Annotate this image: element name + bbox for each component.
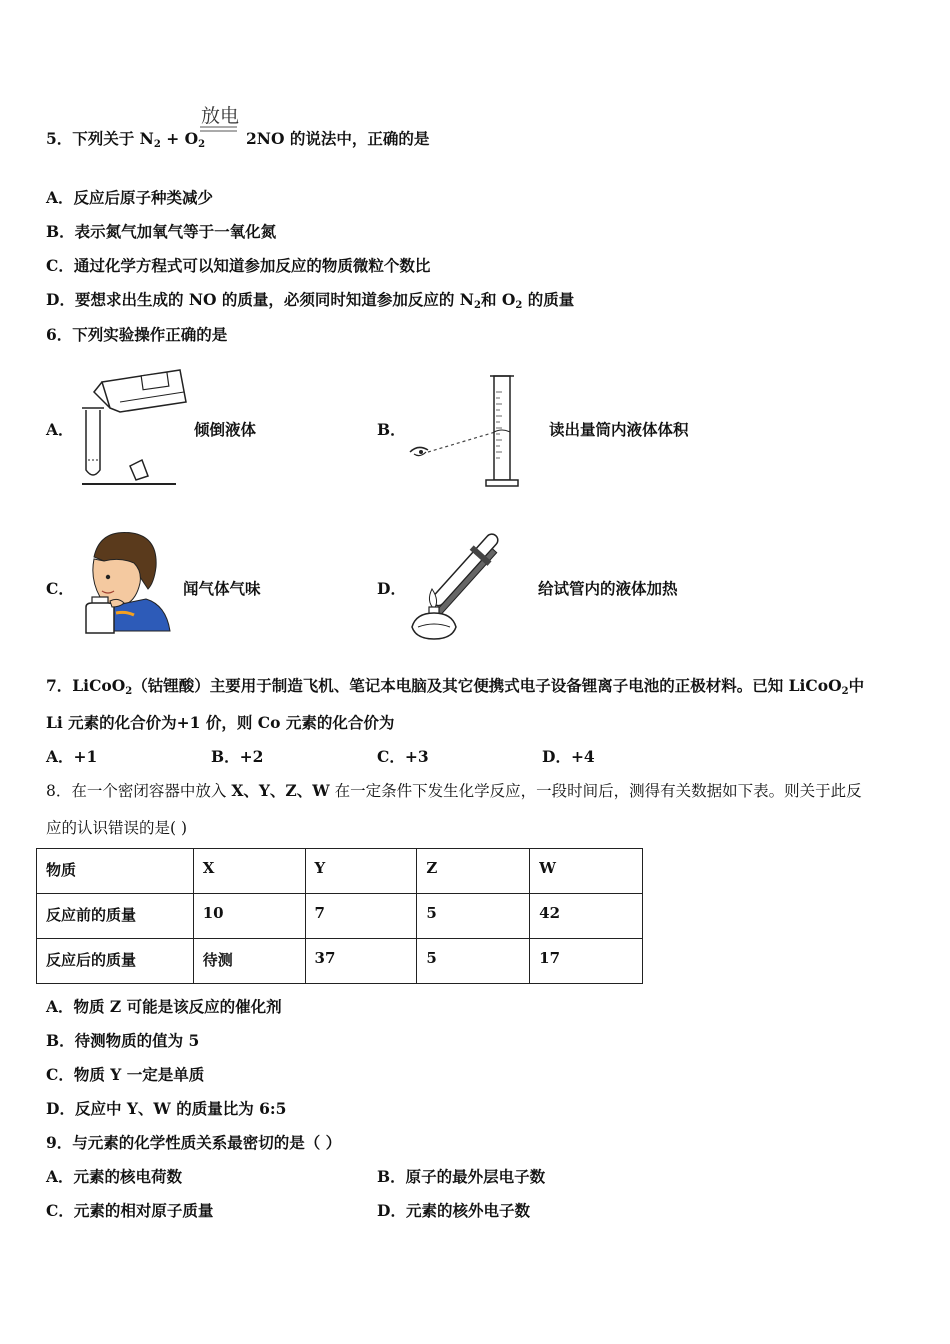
q5-option-b: B．表示氮气加氧气等于一氧化氮 <box>46 222 277 241</box>
q8-option-d: D．反应中 Y、W 的质量比为 6:5 <box>46 1099 287 1118</box>
table-cell: Y <box>305 849 417 894</box>
heating-test-tube-illustration <box>404 527 529 645</box>
q9-option-a: A．元素的核电荷数 <box>46 1167 183 1186</box>
q9-option-c: C．元素的相对原子质量 <box>46 1201 214 1220</box>
q6-option-a-letter: A． <box>46 420 74 439</box>
q6-option-c-caption: 闻气体气味 <box>183 579 261 598</box>
table-cell: 5 <box>417 939 530 984</box>
pouring-liquid-illustration <box>80 362 190 492</box>
q6-option-d-letter: D． <box>377 579 406 598</box>
q8-option-c: C．物质 Y 一定是单质 <box>46 1065 205 1084</box>
reaction-condition-label: 放电 <box>201 105 240 127</box>
table-cell: 物质 <box>37 849 194 894</box>
q5-option-c: C．通过化学方程式可以知道参加反应的物质微粒个数比 <box>46 256 431 275</box>
table-cell: 10 <box>193 894 305 939</box>
q9-option-d: D．元素的核外电子数 <box>377 1201 530 1220</box>
question-5-stem: 5．下列关于 $N_2 + O_2$ <box>46 129 206 150</box>
q6-option-b-caption: 读出量筒内液体体积 <box>549 420 689 439</box>
q9-option-b: B．原子的最外层电子数 <box>377 1167 546 1186</box>
question-5-stem-suffix: 2NO 的说法中，正确的是 <box>246 129 430 148</box>
q6-option-d-caption: 给试管内的液体加热 <box>538 579 678 598</box>
question-7-stem-line2: Li 元素的化合价为+1 价，则 Co 元素的化合价为 <box>46 713 395 732</box>
table-cell: 待测 <box>193 939 305 984</box>
table-cell: 5 <box>417 894 530 939</box>
table-cell: 7 <box>305 894 417 939</box>
reading-cylinder-illustration <box>404 372 529 490</box>
table-cell: 37 <box>305 939 417 984</box>
table-cell: X <box>193 849 305 894</box>
question-9-stem: 9．与元素的化学性质关系最密切的是（ ） <box>46 1133 342 1152</box>
table-cell: Z <box>417 849 530 894</box>
q7-option-c: C．+3 <box>377 747 429 766</box>
table-row <box>37 894 643 939</box>
q5-option-a: A．反应后原子种类减少 <box>46 188 214 207</box>
question-6-stem: 6．下列实验操作正确的是 <box>46 325 228 344</box>
q7-option-a: A．+1 <box>46 747 98 766</box>
table-row <box>37 939 643 984</box>
q8-option-b: B．待测物质的值为 5 <box>46 1031 200 1050</box>
mass-data-table <box>36 848 643 984</box>
smelling-gas-illustration <box>80 527 175 637</box>
q7-option-d: D．+4 <box>542 747 595 766</box>
table-header-row <box>37 849 643 894</box>
table-cell: 反应后的质量 <box>37 939 194 984</box>
question-8-stem-line2: 应的认识错误的是( ) <box>46 819 188 837</box>
table-cell: 42 <box>530 894 643 939</box>
q6-option-c-letter: C． <box>46 579 74 598</box>
q6-option-b-letter: B． <box>377 420 406 439</box>
q6-option-a-caption: 倾倒液体 <box>194 420 257 439</box>
q8-option-a: A．物质 Z 可能是该反应的催化剂 <box>46 997 282 1016</box>
q5-option-d: D．要想求出生成的 NO 的质量，必须同时知道参加反应的 $N_2$和 $O_2$ 的质量 <box>46 290 575 311</box>
table-cell: W <box>530 849 643 894</box>
question-8-stem-line1: 8．在一个密闭容器中放入 X、Y、Z、W 在一定条件下发生化学反应，一段时间后，测得有关数据如下表。则关于此反 <box>46 781 862 800</box>
table-cell: 17 <box>530 939 643 984</box>
q7-option-b: B．+2 <box>211 747 264 766</box>
table-cell: 反应前的质量 <box>37 894 194 939</box>
question-7-stem-line1: 7．LiCoO$_2$（钴锂酸）主要用于制造飞机、笔记本电脑及其它便携式电子设备锂离子电池的正极材料。已知 LiCoO$_2$中 <box>46 676 865 697</box>
